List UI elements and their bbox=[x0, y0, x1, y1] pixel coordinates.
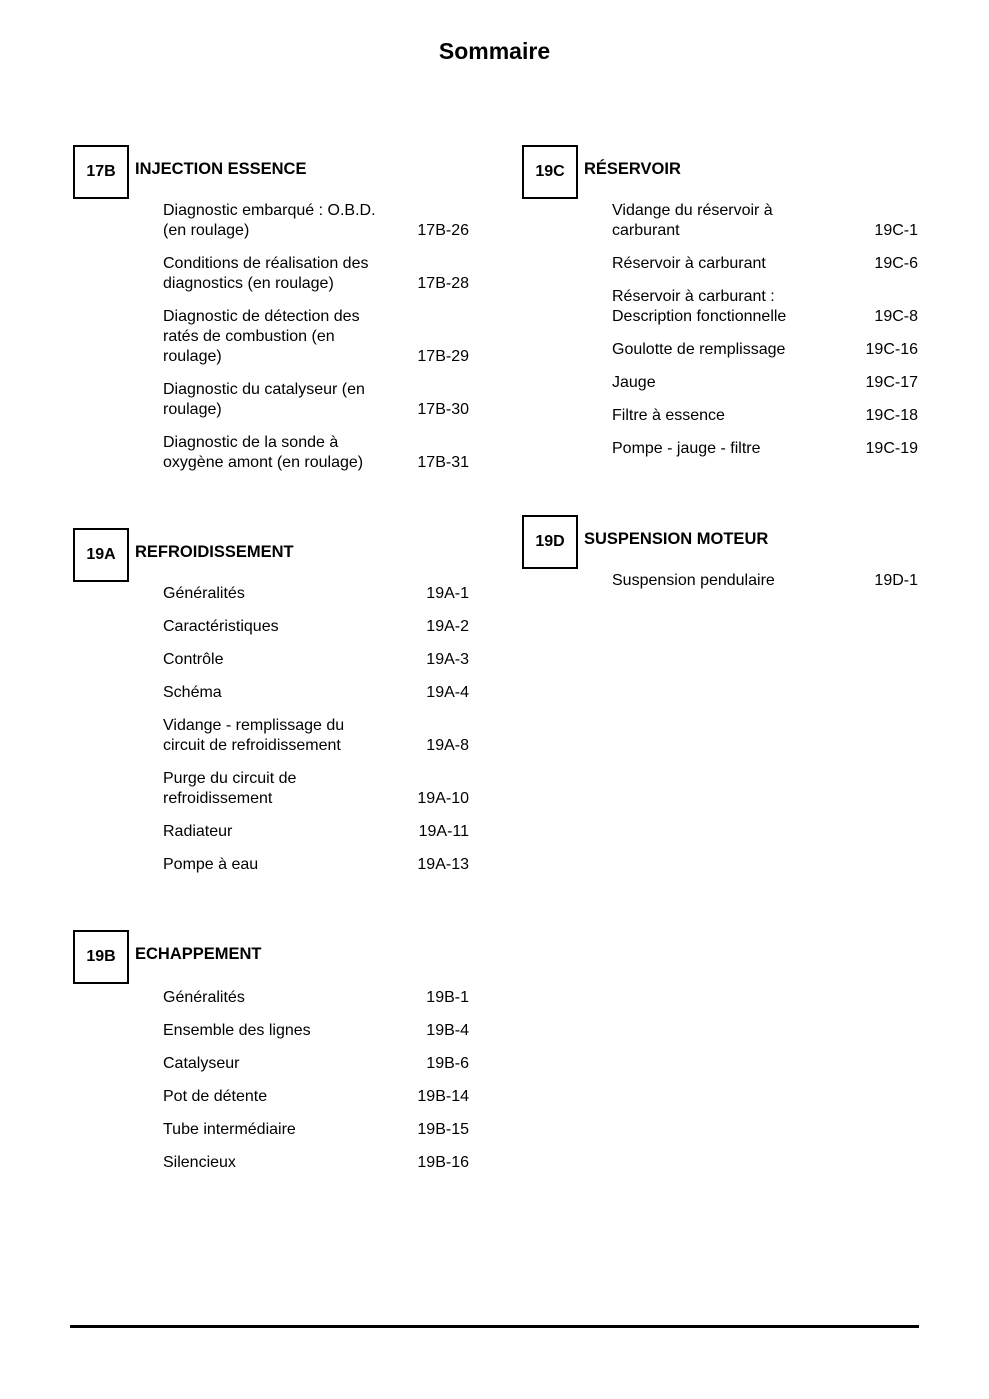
toc-entry-page: 19A-4 bbox=[426, 684, 469, 701]
toc-entry-page: 17B-31 bbox=[417, 454, 469, 471]
section-code: 19B bbox=[73, 930, 129, 984]
toc-entry-label: Filtre à essence bbox=[612, 407, 725, 424]
section-code: 19D bbox=[522, 515, 578, 569]
toc-entry-label: Silencieux bbox=[163, 1154, 236, 1171]
toc-entry-page: 19C-19 bbox=[865, 440, 918, 457]
toc-entry[interactable] bbox=[163, 1054, 469, 1074]
section-title: RÉSERVOIR bbox=[584, 160, 681, 178]
toc-entry-page: 17B-26 bbox=[417, 222, 469, 239]
entry-list bbox=[163, 988, 469, 1186]
toc-entry[interactable] bbox=[163, 769, 469, 809]
toc-entry[interactable] bbox=[163, 1087, 469, 1107]
toc-entry-page: 19C-6 bbox=[874, 255, 918, 272]
toc-entry-page: 19A-1 bbox=[426, 585, 469, 602]
toc-entry-page: 19C-8 bbox=[874, 308, 918, 325]
toc-entry-page: 19B-15 bbox=[417, 1121, 469, 1138]
page-title: Sommaire bbox=[438, 38, 551, 64]
entry-list bbox=[612, 571, 918, 604]
toc-entry-label: Diagnostic embarqué : O.B.D. (en roulage) bbox=[163, 202, 376, 239]
section-title: ECHAPPEMENT bbox=[135, 945, 262, 963]
toc-entry-label: Contrôle bbox=[163, 651, 224, 668]
footer-rule bbox=[70, 1325, 919, 1328]
toc-entry[interactable] bbox=[163, 617, 469, 637]
toc-entry-label: Suspension pendulaire bbox=[612, 572, 775, 589]
toc-entry-label: Conditions de réalisation des diagnostics (en roulage) bbox=[163, 255, 369, 292]
toc-entry-label: Réservoir à carburant : Description fonctionnelle bbox=[612, 288, 787, 325]
toc-entry[interactable] bbox=[163, 650, 469, 670]
toc-entry[interactable] bbox=[612, 287, 918, 327]
toc-entry-label: Généralités bbox=[163, 989, 245, 1006]
toc-entry[interactable] bbox=[612, 439, 918, 459]
toc-entry-label: Vidange du réservoir à carburant bbox=[612, 202, 773, 239]
toc-entry-page: 19B-4 bbox=[426, 1022, 469, 1039]
toc-entry-label: Vidange - remplissage du circuit de refroidissement bbox=[163, 717, 345, 754]
toc-entry-label: Pot de détente bbox=[163, 1088, 268, 1105]
entry-list bbox=[163, 584, 469, 888]
toc-entry-label: Radiateur bbox=[163, 823, 233, 840]
toc-entry-page: 19B-6 bbox=[426, 1055, 469, 1072]
section-code: 19C bbox=[522, 145, 578, 199]
toc-entry-page: 17B-30 bbox=[417, 401, 469, 418]
toc-entry-label: Tube intermédiaire bbox=[163, 1121, 296, 1138]
toc-entry[interactable] bbox=[163, 716, 469, 756]
toc-entry-label: Généralités bbox=[163, 585, 245, 602]
toc-entry-page: 19B-1 bbox=[426, 989, 469, 1006]
toc-entry[interactable] bbox=[163, 988, 469, 1008]
toc-entry[interactable] bbox=[163, 1153, 469, 1173]
toc-entry[interactable] bbox=[612, 406, 918, 426]
toc-entry[interactable] bbox=[163, 201, 469, 241]
toc-entry-page: 17B-28 bbox=[417, 275, 469, 292]
toc-entry[interactable] bbox=[163, 433, 469, 473]
toc-entry[interactable] bbox=[163, 822, 469, 842]
section-title: INJECTION ESSENCE bbox=[135, 160, 307, 178]
toc-entry-label: Caractéristiques bbox=[163, 618, 279, 635]
section-title: SUSPENSION MOTEUR bbox=[584, 530, 769, 548]
toc-entry[interactable] bbox=[163, 380, 469, 420]
toc-entry[interactable] bbox=[163, 1120, 469, 1140]
toc-entry[interactable] bbox=[163, 307, 469, 367]
toc-entry[interactable] bbox=[163, 584, 469, 604]
toc-entry-page: 19B-14 bbox=[417, 1088, 469, 1105]
toc-entry[interactable] bbox=[612, 340, 918, 360]
toc-entry-page: 19D-1 bbox=[874, 572, 918, 589]
toc-entry-page: 19B-16 bbox=[417, 1154, 469, 1171]
toc-entry-page: 19A-3 bbox=[426, 651, 469, 668]
section-code: 17B bbox=[73, 145, 129, 199]
toc-entry-label: Goulotte de remplissage bbox=[612, 341, 786, 358]
toc-entry[interactable] bbox=[612, 373, 918, 393]
toc-entry-label: Diagnostic du catalyseur (en roulage) bbox=[163, 381, 365, 418]
toc-entry[interactable] bbox=[612, 201, 918, 241]
toc-entry-page: 19A-2 bbox=[426, 618, 469, 635]
toc-entry-page: 19C-18 bbox=[865, 407, 918, 424]
toc-entry-label: Pompe à eau bbox=[163, 856, 259, 873]
toc-entry[interactable] bbox=[612, 571, 918, 591]
toc-entry-label: Purge du circuit de refroidissement bbox=[163, 770, 297, 807]
toc-entry-label: Jauge bbox=[612, 374, 656, 391]
toc-entry-label: Ensemble des lignes bbox=[163, 1022, 311, 1039]
toc-entry-label: Pompe - jauge - filtre bbox=[612, 440, 761, 457]
toc-entry-page: 19C-16 bbox=[865, 341, 918, 358]
toc-entry-label: Diagnostic de détection des ratés de combustion (en roulage) bbox=[163, 308, 360, 365]
toc-entry[interactable] bbox=[163, 1021, 469, 1041]
toc-entry-label: Catalyseur bbox=[163, 1055, 240, 1072]
toc-entry-page: 19A-13 bbox=[417, 856, 469, 873]
toc-entry[interactable] bbox=[612, 254, 918, 274]
toc-entry-page: 17B-29 bbox=[417, 348, 469, 365]
toc-entry-page: 19C-17 bbox=[865, 374, 918, 391]
toc-entry-label: Schéma bbox=[163, 684, 222, 701]
toc-entry-page: 19A-10 bbox=[417, 790, 469, 807]
section-code: 19A bbox=[73, 528, 129, 582]
toc-entry[interactable] bbox=[163, 683, 469, 703]
toc-entry-page: 19A-11 bbox=[418, 823, 469, 840]
entry-list bbox=[163, 201, 469, 486]
toc-entry-page: 19C-1 bbox=[874, 222, 918, 239]
toc-entry-label: Diagnostic de la sonde à oxygène amont (en roulage) bbox=[163, 434, 364, 471]
toc-entry[interactable] bbox=[163, 855, 469, 875]
toc-entry[interactable] bbox=[163, 254, 469, 294]
entry-list bbox=[612, 201, 918, 472]
section-title: REFROIDISSEMENT bbox=[135, 543, 294, 561]
toc-entry-label: Réservoir à carburant bbox=[612, 255, 766, 272]
toc-entry-page: 19A-8 bbox=[426, 737, 469, 754]
